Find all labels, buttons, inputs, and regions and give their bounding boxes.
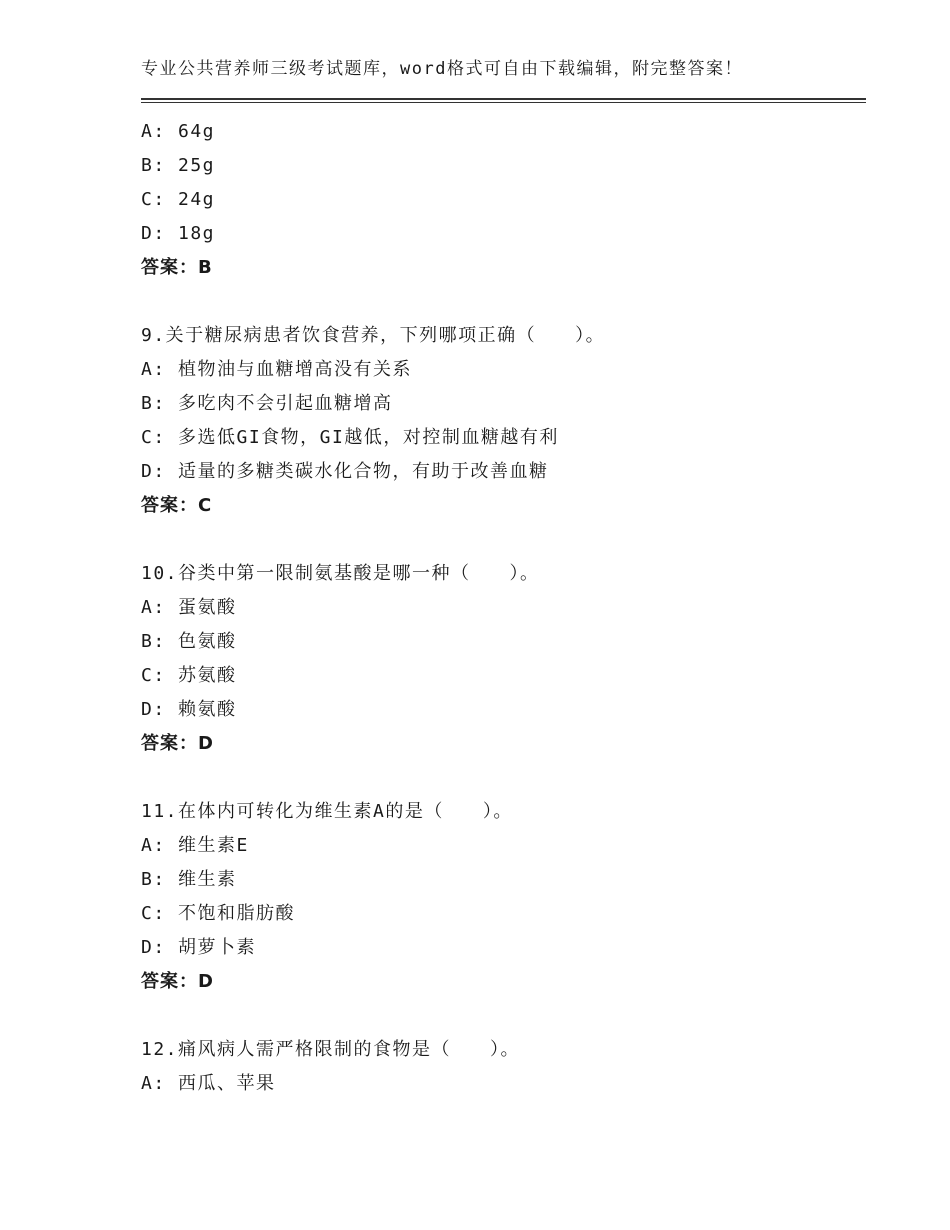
option-c: C: 多选低GI食物，GI越低，对控制血糖越有利	[141, 427, 559, 448]
option-b: B: 25g	[141, 155, 216, 176]
option-c: C: 24g	[141, 189, 216, 210]
answer-line: 答案：D	[141, 971, 214, 992]
answer-line: 答案：B	[141, 257, 213, 278]
question-spacer	[141, 763, 866, 797]
option-a: A: 维生素E	[141, 835, 249, 856]
question-stem: 9.关于糖尿病患者饮食营养，下列哪项正确（ ）。	[141, 325, 606, 346]
question-stem: 12.痛风病人需严格限制的食物是（ ）。	[141, 1039, 521, 1060]
option-a: A: 西瓜、苹果	[141, 1073, 276, 1094]
question-stem: 10.谷类中第一限制氨基酸是哪一种（ ）。	[141, 563, 540, 584]
header-divider-thin	[141, 102, 866, 103]
option-a: A: 植物油与血糖增高没有关系	[141, 359, 413, 380]
option-b: B: 维生素	[141, 869, 237, 890]
option-b: B: 色氨酸	[141, 631, 237, 652]
option-c: C: 不饱和脂肪酸	[141, 903, 296, 924]
question-content	[141, 117, 866, 1103]
answer-line: 答案：C	[141, 495, 213, 516]
option-d: D: 适量的多糖类碳水化合物，有助于改善血糖	[141, 461, 549, 482]
option-c: C: 苏氨酸	[141, 665, 237, 686]
option-d: D: 18g	[141, 223, 216, 244]
option-a: A: 蛋氨酸	[141, 597, 237, 618]
question-spacer	[141, 525, 866, 559]
header-divider-thick	[141, 98, 866, 100]
option-d: D: 胡萝卜素	[141, 937, 257, 958]
option-a: A: 64g	[141, 121, 216, 142]
option-b: B: 多吃肉不会引起血糖增高	[141, 393, 393, 414]
answer-line: 答案：D	[141, 733, 214, 754]
page-header: 专业公共营养师三级考试题库，word格式可自由下载编辑，附完整答案！	[141, 59, 743, 79]
question-stem: 11.在体内可转化为维生素A的是（ ）。	[141, 801, 513, 822]
question-spacer	[141, 287, 866, 321]
question-spacer	[141, 1001, 866, 1035]
option-d: D: 赖氨酸	[141, 699, 237, 720]
